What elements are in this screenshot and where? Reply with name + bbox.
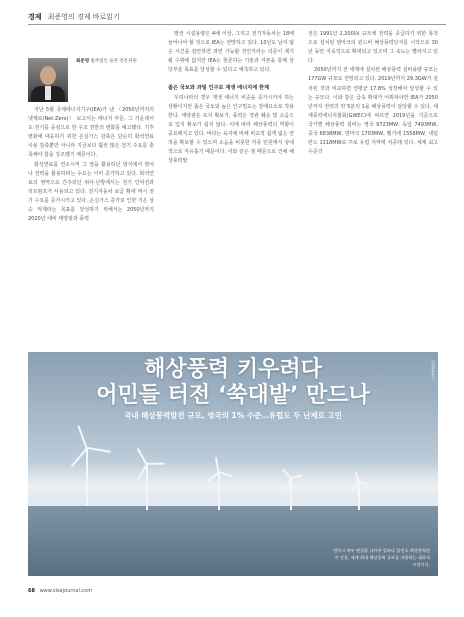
paragraph: 전은 1991년 2,200㎾ 규모에 전력을 공급하기 위한 목적으로 설치된 덴마크의 윈드비 해상풍력단지를 시작으로 30년 동안 지속적으로 확대되고 있으며 그 속도는 빨라지고 있다. xyxy=(308,31,438,65)
page-footer xyxy=(28,588,92,594)
paragraph: 화석연료를 연소시켜 그 열을 활용하던 방식에서 벗어나 전력을 활용하려는 수요는 이미 증가하고 있다. 화석연료의 영역으로 간주되던 위사·난방에서는 전기 인덕션과 히트펌프가 사용되고 있다. 전기자동차 보급 확대 역시 전기 수요를 증가시키고 있다. 온실가스 증가로 인한 기온 상승 억제라는 목표를 달성하기 위해서는 2050년까지 2020년 대비 태양광과 풍력 xyxy=(28,161,154,223)
author-name: 최준영 xyxy=(76,59,90,64)
website-link[interactable]: www.sisajournal.com xyxy=(39,588,93,594)
section-label: 경제 xyxy=(28,13,42,21)
header-divider xyxy=(28,24,446,25)
hero-photo xyxy=(28,352,438,576)
text-column-2 xyxy=(168,30,294,166)
page-number: 68 xyxy=(28,588,35,594)
photo-credit: ⓒ연합뉴스 xyxy=(431,360,436,380)
author-byline xyxy=(76,58,137,64)
author-role: 법무법인 율촌 전문위원 xyxy=(90,59,137,64)
column-title: 최준영의 경제 바로읽기 xyxy=(47,13,120,21)
subheading: 좁은 국토와 과밀 인구로 재생 에너지에 한계 xyxy=(168,85,270,92)
author-photo xyxy=(28,58,68,102)
photo-caption: 덴마크 북부 엔질롭 니아주 앞바다 발전소 해상풍력단지 전경, 세계 최대 해상풍력 규모를 자랑하는 대표적 시설이다. xyxy=(333,548,430,567)
author-head xyxy=(40,66,56,85)
headline-subtitle: 국내 해상풍력발전 규모, 영국의 1% 수준…유럽도 두 난제로 고민 xyxy=(124,411,342,420)
headline-line-2: 어민들 터전 ‘쑥대밭’ 만드나 xyxy=(96,383,370,408)
headline-line-1: 해상풍력 키우려다 xyxy=(144,357,322,382)
paragraph: 지난 5월 국제에너지기구(IEA)가 낸 〈2050년까지의 넷제로(Net-Zero)〉 보고서는 에너지 부문, 그 가운데서도 전기를 중심으로 한 구조 전반의 변화를 예고했다. 기후변화에 대응하기 위한 온실가스 감축은 단순히 화석연료 사용 감축뿐만 아니라 지금보다 훨씬 많은 전기 수요를 충족해야 함을 강조했기 때문이다. xyxy=(28,107,154,159)
paragraph: 발전 시설용량은 4배 이상, 그리고 전기자동차는 18배 늘어나야 할 것으로 IEA는 전망하고 있다. 10년도 남지 않은 시간을 감안하면 과연 가능할 것인가라는 의문이 제기될 수밖에 없지만 IEA는 현존하는 기술과 자본을 통해 상당부분 목표를 달성할 수 있다고 예측하고 있다. xyxy=(168,31,294,74)
spacer xyxy=(168,75,294,84)
horizon-haze xyxy=(28,462,438,512)
section-header xyxy=(28,12,120,22)
paragraph: 우리나라의 경우 재생 에너지 비중을 증가시키야 하는 상황이지만 좁은 국토와 높은 인구밀도는 장애요소로 작용한다. 태양광은 토지 확보가, 풍력은 경관 훼손 및 소음으로 입지 확보가 쉽지 않다. 이에 따라 해상풍력의 역할이 중요해지고 있다. 바다는 육지에 비해 비교적 쉽게 넓은 면적을 확보할 수 있으며 소음을 비롯한 각종 민원에서 상대적으로 자유롭기 때문이다. 이와 같은 점 때문으로 인해 해상풍력발 xyxy=(168,94,294,165)
paragraph: 2050년까지 전 세계에 설치된 해상풍력 설비용량 규모는 177GW 규모로 전망되고 있다. 2019년까지 29.3GW가 설치된 것과 비교하면 연평균 17.8% 성장해야 달성할 수 있는 규모다. 이와 같은 급속 확대가 이뤄져야만 IEA가 2050년까지 전력의 약 5분의 1을 해상풍력이 담당할 수 있다. 세계풍력에너지협회(GWEC)에 따르면 2019년을 기준으로 국가별 해상풍력 설비는 영국 9723MW, 독일 7493MW, 중국 6838MW, 덴마크 1703MW, 벨기에 1556MW, 네덜란드 1118MW로 주로 유럽 지역에 치중돼 있다. 세계 최고 수준의 xyxy=(308,67,438,156)
text-column-3 xyxy=(308,30,438,157)
author-shirt xyxy=(45,86,51,100)
